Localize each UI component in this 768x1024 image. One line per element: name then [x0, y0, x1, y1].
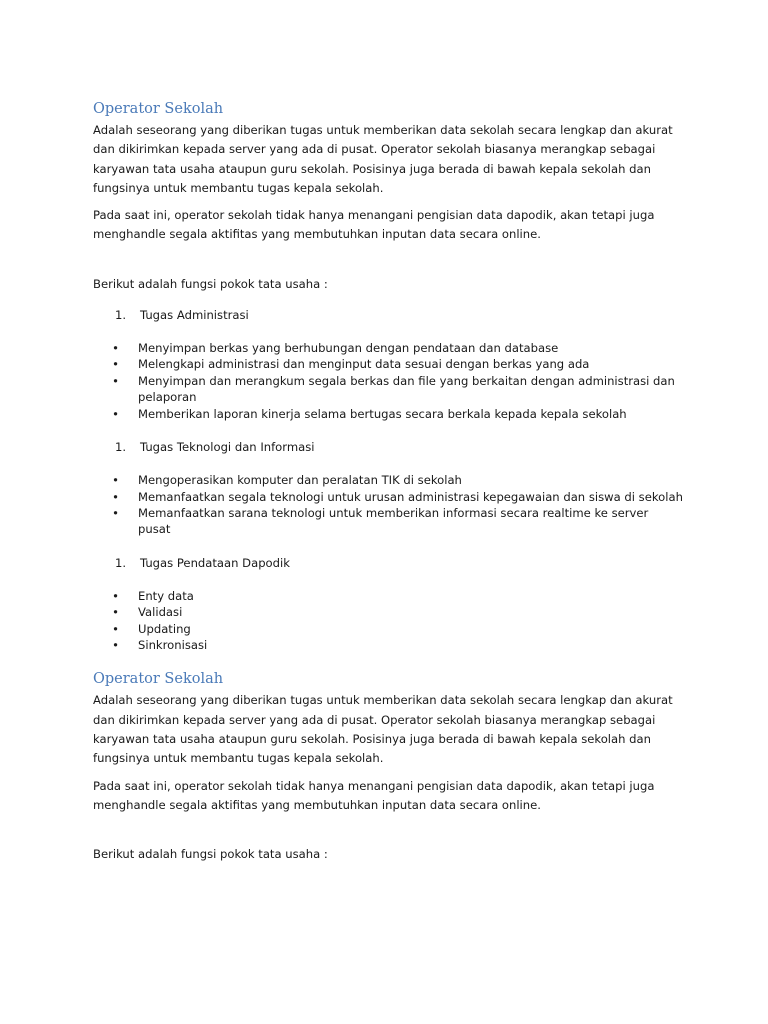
list-item	[93, 621, 683, 637]
list-item	[93, 505, 683, 538]
list-item-text: Mengoperasikan komputer dan peralatan TIK di sekolah	[138, 473, 462, 488]
document-content	[93, 100, 683, 877]
bullet-list	[93, 588, 683, 654]
paragraph: Pada saat ini, operator sekolah tidak hanya menangani pengisian data dapodik, akan tetapi juga menghandle segala aktifitas yang membutuhkan inputan data secara online.	[93, 778, 655, 812]
group-title: Tugas Pendataan Dapodik	[140, 555, 290, 570]
numbered-item	[93, 439, 683, 455]
bullet-icon: •	[112, 357, 119, 372]
list-item	[93, 406, 683, 422]
section-1	[93, 100, 683, 653]
list-number: 1.	[115, 440, 127, 455]
bullet-icon: •	[112, 637, 119, 652]
group-title: Tugas Teknologi dan Informasi	[140, 440, 315, 455]
list-item	[93, 588, 683, 604]
list-number: 1.	[115, 308, 127, 323]
list-item-text: Updating	[138, 621, 191, 636]
paragraph: Adalah seseorang yang diberikan tugas untuk memberikan data sekolah secara lengkap dan akurat dan dikirimkan kepada server yang ada di pusat. Operator sekolah biasanya merangkap sebagai karyawan tata usaha ataupun guru sekolah. Posisinya juga berada di bawah kepala sekolah dan fungsinya untuk membantu tugas kepala sekolah.	[93, 693, 673, 766]
bullet-icon: •	[112, 373, 119, 388]
list-item	[93, 604, 683, 620]
section-heading: Operator Sekolah	[93, 671, 224, 688]
section-heading: Operator Sekolah	[93, 101, 224, 117]
list-number: 1.	[115, 555, 127, 570]
group-title: Tugas Administrasi	[140, 308, 249, 323]
list-item	[93, 340, 683, 356]
bullet-icon: •	[112, 406, 119, 421]
list-item-text: Enty data	[138, 588, 194, 603]
intro-paragraph: Berikut adalah fungsi pokok tata usaha :	[93, 276, 328, 291]
bullet-icon: •	[112, 473, 119, 488]
paragraph: Pada saat ini, operator sekolah tidak hanya menangani pengisian data dapodik, akan tetapi juga menghandle segala aktifitas yang membutuhkan inputan data secara online.	[93, 208, 655, 242]
list-item-text: Memanfaatkan segala teknologi untuk urusan administrasi kepegawaian dan siswa di sekolah	[138, 489, 683, 504]
bullet-list	[93, 472, 683, 538]
bullet-icon: •	[112, 489, 119, 504]
list-item-text: Validasi	[138, 605, 183, 620]
list-item-text: Sinkronisasi	[138, 637, 208, 652]
list-item	[93, 373, 683, 406]
bullet-icon: •	[112, 505, 119, 520]
list-item	[93, 356, 683, 372]
list-item-text: Menyimpan dan merangkum segala berkas dan file yang berkaitan dengan administrasi dan pelaporan	[138, 373, 675, 405]
list-item-text: Memanfaatkan sarana teknologi untuk memberikan informasi secara realtime ke server pusat	[138, 505, 649, 537]
task-groups	[93, 307, 683, 653]
list-item-text: Menyimpan berkas yang berhubungan dengan pendataan dan database	[138, 341, 559, 356]
list-item-text: Memberikan laporan kinerja selama bertugas secara berkala kepada kepala sekolah	[138, 406, 627, 421]
list-item	[93, 637, 683, 653]
intro-paragraph: Berikut adalah fungsi pokok tata usaha :	[93, 847, 328, 862]
bullet-icon: •	[112, 621, 119, 636]
list-item	[93, 489, 683, 505]
paragraph: Adalah seseorang yang diberikan tugas untuk memberikan data sekolah secara lengkap dan akurat dan dikirimkan kepada server yang ada di pusat. Operator sekolah biasanya merangkap sebagai karyawan tata usaha ataupun guru sekolah. Posisinya juga berada di bawah kepala sekolah dan fungsinya untuk membantu tugas kepala sekolah.	[93, 123, 673, 195]
bullet-icon: •	[112, 605, 119, 620]
bullet-icon: •	[112, 341, 119, 356]
bullet-list	[93, 340, 683, 422]
numbered-item	[93, 307, 683, 323]
list-item	[93, 472, 683, 488]
numbered-item	[93, 555, 683, 571]
section-2	[93, 670, 683, 864]
list-item-text: Melengkapi administrasi dan menginput data sesuai dengan berkas yang ada	[138, 357, 590, 372]
bullet-icon: •	[112, 588, 119, 603]
